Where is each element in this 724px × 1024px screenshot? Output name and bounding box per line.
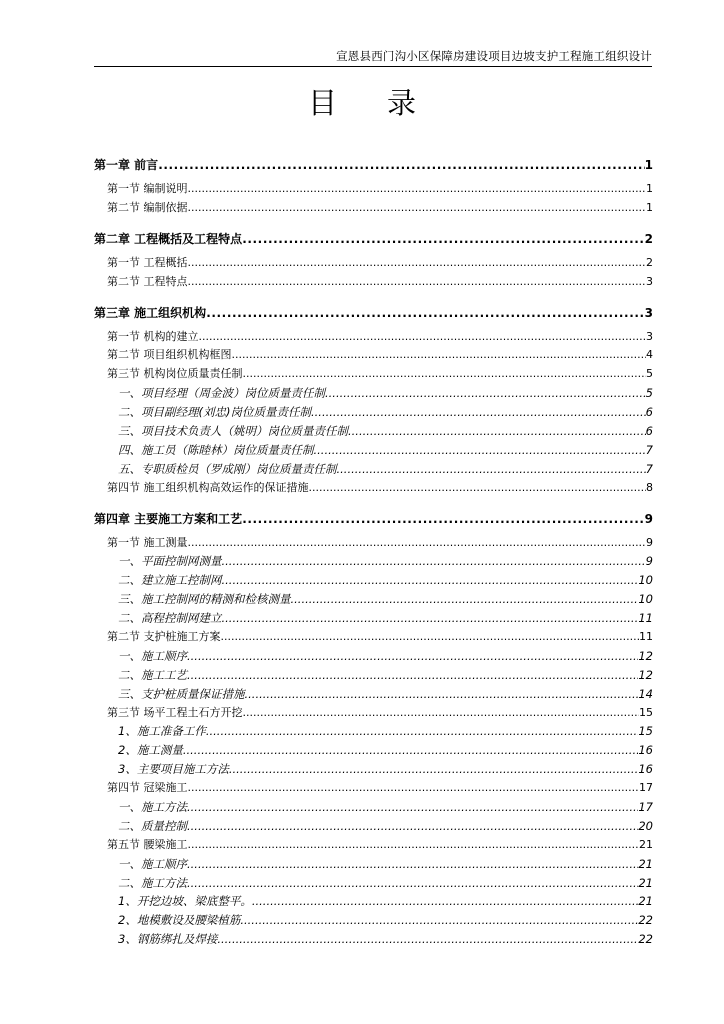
toc-subsection[interactable] xyxy=(94,911,653,930)
toc-label: 第二节 支护桩施工方案 xyxy=(107,630,221,644)
toc-leader xyxy=(188,836,640,855)
toc-leader xyxy=(188,534,647,553)
toc-label: 第三章 施工组织机构 xyxy=(94,305,207,320)
toc-label: 第二章 工程概括及工程特点 xyxy=(94,231,243,246)
toc-label: 第四节 施工组织机构高效运作的保证措施 xyxy=(107,480,309,494)
toc-leader xyxy=(252,892,639,911)
toc-page: 5 xyxy=(645,386,653,401)
toc-leader xyxy=(221,628,640,647)
toc-subsection[interactable] xyxy=(94,855,653,874)
toc-label: 第五节 腰梁施工 xyxy=(107,837,188,851)
toc-section[interactable] xyxy=(94,534,653,553)
toc-page: 1 xyxy=(644,158,653,172)
toc-section[interactable] xyxy=(94,479,653,498)
toc-subsection[interactable] xyxy=(94,590,653,609)
toc-label: 第三节 机构岗位质量责任制 xyxy=(107,367,243,381)
toc-page: 16 xyxy=(638,743,653,758)
toc-leader xyxy=(188,199,647,218)
toc-label: 3、主要项目施工方法 xyxy=(118,762,229,777)
toc-page: 9 xyxy=(645,554,653,569)
toc-label: 2、施工测量 xyxy=(118,743,183,758)
toc-leader xyxy=(188,779,640,798)
toc-leader xyxy=(187,817,638,836)
toc-label: 二、质量控制 xyxy=(118,818,187,833)
toc-subsection[interactable] xyxy=(94,798,653,817)
toc-page: 21 xyxy=(638,894,653,909)
toc-leader xyxy=(243,704,640,723)
toc-page: 2 xyxy=(644,231,653,246)
toc-leader xyxy=(188,180,647,199)
toc-page: 3 xyxy=(644,305,653,320)
toc-subsection[interactable] xyxy=(94,893,653,912)
toc-subsection[interactable] xyxy=(94,571,653,590)
toc-subsection[interactable] xyxy=(94,685,653,704)
toc-page: 11 xyxy=(639,630,653,644)
toc-leader xyxy=(206,722,639,741)
toc-label: 二、施工方法 xyxy=(118,875,187,890)
page-title xyxy=(0,86,724,120)
toc-subsection[interactable] xyxy=(94,552,653,571)
toc-label: 三、项目技术负责人（姚明）岗位质量责任制 xyxy=(118,424,348,438)
toc-chapter[interactable] xyxy=(94,302,653,325)
toc-label: 一、项目经理（周金波）岗位质量责任制 xyxy=(118,386,325,401)
toc-leader xyxy=(245,685,639,704)
toc-section[interactable] xyxy=(94,628,653,647)
toc-section[interactable] xyxy=(94,365,653,384)
toc-subsection[interactable] xyxy=(94,874,653,893)
toc-leader xyxy=(187,855,638,874)
toc-leader xyxy=(222,552,646,571)
toc-leader xyxy=(206,302,644,325)
toc-section[interactable] xyxy=(94,704,653,723)
toc-label: 一、施工顺序 xyxy=(118,856,187,871)
toc-section[interactable] xyxy=(94,779,653,798)
toc-page: 9 xyxy=(646,535,653,549)
toc-page: 12 xyxy=(638,667,653,682)
toc-page: 1 xyxy=(646,200,653,214)
toc-label: 二、建立施工控制网 xyxy=(118,573,222,588)
toc-leader xyxy=(311,403,646,422)
toc-subsection[interactable] xyxy=(94,460,653,479)
toc-subsection[interactable] xyxy=(94,930,653,949)
toc-chapter[interactable] xyxy=(94,228,653,251)
toc-page: 4 xyxy=(646,348,653,362)
toc-page: 3 xyxy=(646,329,653,343)
toc-leader xyxy=(187,798,638,817)
toc-leader xyxy=(188,254,647,273)
toc-subsection[interactable] xyxy=(94,647,653,666)
toc-subsection[interactable] xyxy=(94,666,653,685)
toc-leader xyxy=(240,911,638,930)
toc-label: 1、开挖边坡、梁底整平。 xyxy=(118,894,252,909)
toc-leader xyxy=(229,760,639,779)
toc-page: 17 xyxy=(638,800,653,815)
title-char-1: 目 xyxy=(307,86,337,120)
toc-page: 22 xyxy=(638,913,653,928)
toc-label: 四、施工员（陈睦林）岗位质量责任制 xyxy=(118,442,314,457)
toc-page: 10 xyxy=(638,573,653,588)
toc-page: 15 xyxy=(639,705,653,719)
toc-section[interactable] xyxy=(94,836,653,855)
toc-page: 14 xyxy=(638,686,653,701)
toc-page: 12 xyxy=(638,648,653,663)
toc-leader xyxy=(222,609,639,628)
toc-subsection[interactable] xyxy=(94,403,653,422)
toc-label: 第一节 机构的建立 xyxy=(107,329,199,343)
toc-chapter[interactable] xyxy=(94,154,653,177)
toc-label: 二、高程控制网建立 xyxy=(118,611,222,626)
toc-subsection[interactable] xyxy=(94,741,653,760)
toc-section[interactable] xyxy=(94,180,653,199)
toc-page: 15 xyxy=(638,724,653,739)
toc-leader xyxy=(187,666,638,685)
toc-subsection[interactable] xyxy=(94,441,653,460)
toc-section[interactable] xyxy=(94,346,653,365)
toc-label: 第四章 主要施工方案和工艺 xyxy=(94,511,243,526)
toc-page: 21 xyxy=(638,856,653,871)
toc-label: 第三节 场平工程土石方开挖 xyxy=(107,705,243,719)
toc-subsection[interactable] xyxy=(94,609,653,628)
toc-page: 7 xyxy=(645,442,653,457)
toc-leader xyxy=(232,346,647,365)
toc-page: 1 xyxy=(646,181,653,195)
toc-label: 二、项目副经理(刘忠)岗位质量责任制 xyxy=(118,405,311,420)
toc-page: 11 xyxy=(638,611,653,626)
toc-page: 22 xyxy=(638,932,653,947)
toc-leader xyxy=(217,930,638,949)
toc-label: 二、施工工艺 xyxy=(118,667,187,682)
toc-leader xyxy=(314,441,646,460)
toc-leader xyxy=(187,647,638,666)
toc-label: 第四节 冠梁施工 xyxy=(107,781,188,795)
toc-leader xyxy=(199,328,647,347)
toc-page: 2 xyxy=(646,255,653,269)
toc-leader xyxy=(158,154,644,177)
toc-page: 5 xyxy=(646,367,653,381)
toc-page: 10 xyxy=(638,592,653,607)
toc-section[interactable] xyxy=(94,254,653,273)
toc-label: 一、施工顺序 xyxy=(118,648,187,663)
toc-leader xyxy=(242,228,644,251)
toc-label: 第一节 施工测量 xyxy=(107,535,188,549)
header-rule xyxy=(94,66,652,67)
toc-chapter[interactable] xyxy=(94,508,653,531)
toc-subsection[interactable] xyxy=(94,722,653,741)
toc-page: 6 xyxy=(645,405,653,420)
toc-label: 三、支护桩质量保证措施 xyxy=(118,686,245,701)
toc-page: 9 xyxy=(644,511,653,526)
toc-page: 8 xyxy=(646,480,653,494)
toc-leader xyxy=(337,460,646,479)
toc-page: 6 xyxy=(645,424,653,438)
toc-page: 17 xyxy=(639,781,653,795)
toc-label: 一、施工方法 xyxy=(118,800,187,815)
toc-page: 21 xyxy=(639,837,653,851)
toc-leader xyxy=(222,571,639,590)
toc-label: 第一章 前言 xyxy=(94,158,159,172)
toc-leader xyxy=(325,384,646,403)
toc-label: 五、专职质检员（罗成刚）岗位质量责任制 xyxy=(118,461,337,476)
toc-page: 3 xyxy=(646,274,653,288)
toc-leader xyxy=(183,741,639,760)
toc-label: 第一节 编制说明 xyxy=(107,181,188,195)
toc-leader xyxy=(187,874,638,893)
toc-label: 第二节 项目组织机构框图 xyxy=(107,348,232,362)
toc-leader xyxy=(242,508,644,531)
toc-label: 2、地模敷设及腰梁植筋 xyxy=(118,913,241,928)
toc-label: 第二节 编制依据 xyxy=(107,200,188,214)
toc-label: 第一节 工程概括 xyxy=(107,255,188,269)
toc-leader xyxy=(309,479,647,498)
toc-leader xyxy=(348,422,646,441)
toc-section[interactable] xyxy=(94,328,653,347)
running-header: 宣恩县西门沟小区保障房建设项目边坡支护工程施工组织设计 xyxy=(336,49,652,63)
toc-leader xyxy=(291,590,639,609)
toc-label: 第二节 工程特点 xyxy=(107,274,188,288)
toc-page: 21 xyxy=(638,875,653,890)
toc-section[interactable] xyxy=(94,273,653,292)
toc-section[interactable] xyxy=(94,199,653,218)
toc-label: 一、平面控制网测量 xyxy=(118,554,222,569)
toc-page: 20 xyxy=(638,818,653,833)
toc-page: 16 xyxy=(638,762,653,777)
toc-subsection[interactable] xyxy=(94,760,653,779)
toc-label: 1、施工准备工作 xyxy=(118,724,206,739)
toc-label: 三、施工控制网的精测和检核测量 xyxy=(118,592,291,607)
toc-label: 3、钢筋绑扎及焊接 xyxy=(118,932,218,947)
toc-subsection[interactable] xyxy=(94,422,653,441)
toc-leader xyxy=(243,365,647,384)
toc-leader xyxy=(188,273,647,292)
toc-subsection[interactable] xyxy=(94,384,653,403)
table-of-contents xyxy=(94,154,653,949)
toc-page: 7 xyxy=(645,461,653,476)
toc-subsection[interactable] xyxy=(94,817,653,836)
title-char-2: 录 xyxy=(387,86,417,120)
